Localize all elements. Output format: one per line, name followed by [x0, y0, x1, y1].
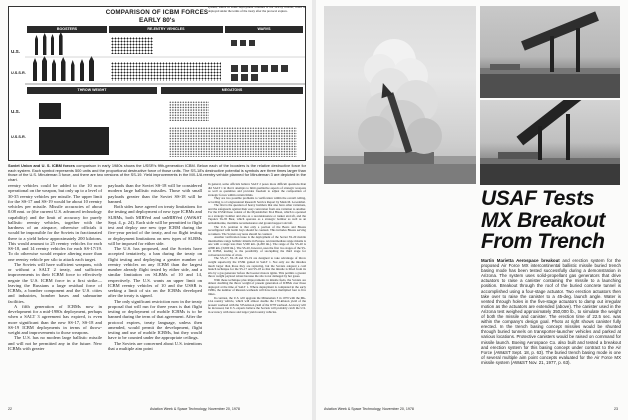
row-label-us: U.S. [11, 49, 20, 54]
ussr-warv-square [231, 74, 238, 81]
paragraph: The Soviets will have sufficient weapons, with or without a SALT 2 treaty, and sufficient improvements in their ICBM force to effectively negate the U.S. ICBM force in a first strike—leaving the Russians a large residual force of ICBMs, a bomber component and the U.S. cities and industries, bomber bases and submarine facilities. [8, 261, 102, 304]
chart-caption [8, 164, 306, 182]
body-column-3-cont [208, 183, 306, 314]
canister-photo-1 [480, 6, 620, 98]
paragraph: A fifth generation of ICBMs now in development for a mid-1980s deployment, perhaps when a SALT 3 agreement has expired, is even more significant than the new SS-17, SS-18 and SS-19 ICBM deployments in terms of throw-weight and improvements to those weapons. [8, 303, 102, 335]
paragraph: system, which in some deployment schemes is not strictly mobile, could be deployed under the terms of the treaty after the protocol expires. [208, 5, 306, 13]
ussr-warv-square [231, 65, 238, 72]
body-text: and erection system for the proposed Air Force MX intercontinental ballistic missile buried trench basing mode has been tested successfully during a demonstration in Arizona. The system uses solid-propellant gas generators that drive actuators to raise a canister containing the missile to a launching position. Breakout through the roof of the buried concrete tunnel is accomplished using a four-stage actuator. Two erection actuators then take over to raise the canister to a 45-deg. launch angle. Water is vented through holes in the five-stage actuators to damp out irregular motion as the actuators are extended (above). The canister used in the Arizona test weighed approximately 350,000 lb., to simulate the weight of both the missile and canister. The erection time of 22.5 sec. was within the company's design goal. Photo at right shows canister fully erected. In the trench basing concept missiles would be shunted through buried tunnels on transporter-launcher vehicles and parked at various locations. Protective canisters would be raised on command for missile launch. Boeing Aerospace Co. also built and tested a breakout and erection system for this basing concept under contract to the Air Force (AW&ST Sept. 18, p. 63). The buried trench basing mode is one of several multiple aim point concepts evaluated for the Air Force MX missile system (AW&ST Nov. 21, 1977, p. 63). [481, 258, 621, 365]
paragraph: The U.S. has no modern large ballistic missile and will not be permitted any in the future. New ICBMs with greater [8, 335, 102, 351]
right-page [316, 0, 628, 420]
us-megatons-dots [169, 101, 209, 121]
ussr-warv-square [271, 65, 278, 72]
ussr-warv-square [241, 65, 248, 72]
us-warv-square [240, 40, 246, 46]
paragraph: Another verification issue is the deployment of the Soviet SS-20 mobile intermediate range ballistic missile in Europe. An intermediate range missile is one with a range less than 5,500 km. (4,200 mi.). The range of the SS-20 is 4,800 km. (3,000 mi.). The SS-20, however, uses the first two stages of the SS-16 ICBM, leading to the possibility of stockpiling the third stage for conversion in time of crisis. [208, 235, 306, 257]
row-label-ussr: U.S.S.R. [11, 71, 26, 75]
folio-magazine-left: Aviation Week & Space Technology, November 20, 1978 [150, 407, 240, 411]
folio-magazine-right: Aviation Week & Space Technology, November 20, 1978 [324, 407, 414, 411]
paragraph: The U.S. has proposed, and the Soviets have accepted tentatively, a ban during the treaty on flight testing and deploying a greater number of reentry vehicles on any ICBM than the largest number already flight tested by either side, and a similar limitation on SLBMs of 10 and 14, respectively. The U.S. wants an upper limit on ICBM reentry vehicles of 10 and the USSR is seeking a limit of six on the ICBMs developed after the treaty is signed. [108, 246, 202, 299]
paragraph: They are two possible problems to verification within the overall ceiling, according to a Congressional Research Service Report by Mark M. Lowenthal. [208, 196, 306, 204]
paragraph: In general, some officials believe SALT 2 poses more difficult questions than did SALT 1 in that it attempts to limit qualitative aspects of strategic weapons as well as quantities and provides freedom to adjust the composition of strategic forces within certain limits. [208, 182, 306, 197]
body-column-1 [8, 183, 102, 351]
canister-rising-illustration [480, 6, 620, 98]
caption-body: comparison in early 1980s shows the USSR's fifth-generation ICBM. Below each of the boosters is the relative destructive force for each system. Each symbol represents 500 units and the proportional destructive force of those units. The SS-18's destructive potential is symbols are three times larger than those of the U.S. Minuteman 3 force, and there are two versions of the SS-19. Yield improvements in the MX-1/A reentry vehicle planned for Minuteman 3 are depicted in the chart. [8, 163, 306, 182]
body-lead: Martin Marietta Aerospace breakout [481, 258, 560, 263]
paragraph: In contrast, the U.S. will upgrade the Minuteman 3 in 1979 with the Mk-12A reentry vehicle, which will almost double the 170-kiloton yield of the present warhead with the 335-kiloton yield of the W78 warhead. Accuracy will be increased, but U.S. experts believe the Soviets will probably catch the U.S. in accuracy with more and larger yield reentry vehicles. [208, 295, 306, 314]
canister-erected-illustration [480, 100, 620, 185]
headline-line-1: USAF Tests [481, 187, 595, 210]
ussr-warv-square [241, 74, 248, 81]
ussr-warv-square [281, 65, 288, 72]
page-number-right: 23 [614, 407, 618, 411]
us-warv-square [231, 40, 237, 46]
paragraph: Both sides have agreed on treaty limitations for the testing and deployment of new type ICBMs and SLBMs, both MIRVed and unMIRVed (AW&ST Sept. 4, p. 24). Each side will be permitted to flight test and deploy one new type ICBM during the five-year period of the treaty, and no flight testing or deployment limitations on new types of SLBMs will be imposed for either side. [108, 204, 202, 246]
ussr-megatons-dots [169, 127, 297, 157]
ussr-throw-weight-block [39, 127, 109, 155]
page-number-left: 22 [8, 407, 12, 411]
chart-subtitle: EARLY 80's [138, 17, 176, 24]
paragraph: With these technique plus improvements in missile fuels, the Soviets are almost doubling the throw weight of present generation of ICBMs over those deployed at the time of SALT 1. Where deployment is completed in the early 1980s, the number of Russian warheads will have been multiplied four to five times. [208, 277, 306, 296]
headline-line-3: From Trench [481, 230, 605, 253]
paragraph: The U.S. position is that only a portion of the Bears and Bisons reconfigured with bomb bays should be counted. This includes Bisons serving as tankers. The Soviets say none should be counted. [208, 224, 306, 236]
col-reentry: RE-ENTRY VEHICLES [109, 26, 223, 33]
us-throw-weight-block [39, 103, 61, 119]
headline-line-2: MX Breakout [481, 208, 605, 232]
chart-title: COMPARISON OF ICBM FORCES [105, 9, 209, 16]
col-boosters: BOOSTERS [27, 26, 107, 33]
row-label-ussr-2: U.S.S.R. [11, 135, 26, 139]
ussr-warv-square [251, 74, 258, 81]
paragraph: The SS-17, SS-18 and SS-19 are designed to take advantage of throw weight superiority the USSR gained in SALT 1. Not only are the missiles much larger than those they are replacing, but the Soviets adopted a cold launch technique for the SS-17 and SS-18 so that the missile is lifted from its silo by a gas generator before the booster motors ignite. This permits a greater throw weight payload robust because the silo is not damaged by hot gases. [208, 256, 306, 279]
trench-illustration [324, 6, 476, 184]
paragraph: payloads than the Soviet SS-18 will be considered modern large ballistic missiles. Those with small payloads greater than the Soviet SS-18 will be banned. [108, 183, 202, 204]
icbm-comparison-chart [8, 6, 306, 161]
paragraph: The Soviets are concerned about U.S. intentions that a multiple aim point [108, 340, 202, 351]
us-reentry-dots [111, 37, 153, 54]
trench-photo [324, 6, 476, 184]
canister-photo-2 [480, 100, 620, 185]
paragraph: The first is the question of heavy bombers that also have other variations, and the safeguards against their easy conversion from one variation to another. For the USSR these consist of the Myasishchev M-4 Bison, which is operated as a strategic bomber and also as a reconnaissance or tanker aircraft, and the Tupolev Tu-95 Bear, which operates as a strategic bomber as well as an antisubmarine, maritime reconnaissance and ground support aircraft. [208, 203, 306, 226]
article-body [481, 258, 621, 365]
paragraph: The only significant restriction now in the treaty proposal that will run for three years is that flight testing or deployment of mobile ICBMs is to be banned during the term of that agreement. After the protocol expires, treaty language, unless then amended, would permit the development, flight testing and use of mobile ICBMs, but they would have to be counted under the appropriate ceilings. [108, 298, 203, 341]
row-label-us-2: U.S. [11, 109, 20, 114]
body-column-2 [108, 183, 202, 351]
us-warv-square [249, 40, 255, 46]
ussr-warv-square [261, 65, 268, 72]
col-warvs: WARVS [225, 26, 303, 33]
ussr-reentry-dots [111, 62, 221, 81]
ussr-warv-square [251, 65, 258, 72]
paragraph: reentry vehicles could be added to the 10 now operational on the weapon, but only up to a level of 30-35 reentry vehicles per missile. The upper limit for the SS-17 and SS-19 would be about 10 reentry vehicles per missile. Missile accuracies of about 0.08 nmi. or (the current U.S. advanced technology capability) and the limit of accuracy for purely ballistic reentry vehicles, together with the hardness of an airspace, otherwise officials it would be impossible for the Soviets in fractionated there to a yield below approximately 200 kilotons. This would amount to 25 reentry vehicles for each SS-18, and 14 reentry vehicles for each SS-17/19. To do otherwise would require altering more than one reentry vehicle per silo to attack each target. [8, 183, 102, 262]
col-throw-weight: THROW WEIGHT [27, 87, 157, 94]
col-megatons: MEGATONS [161, 87, 303, 94]
caption-lead: Soviet Union and U. S. ICBM forces [8, 163, 75, 168]
body-column-3 [208, 6, 306, 13]
article-headline [481, 188, 626, 253]
